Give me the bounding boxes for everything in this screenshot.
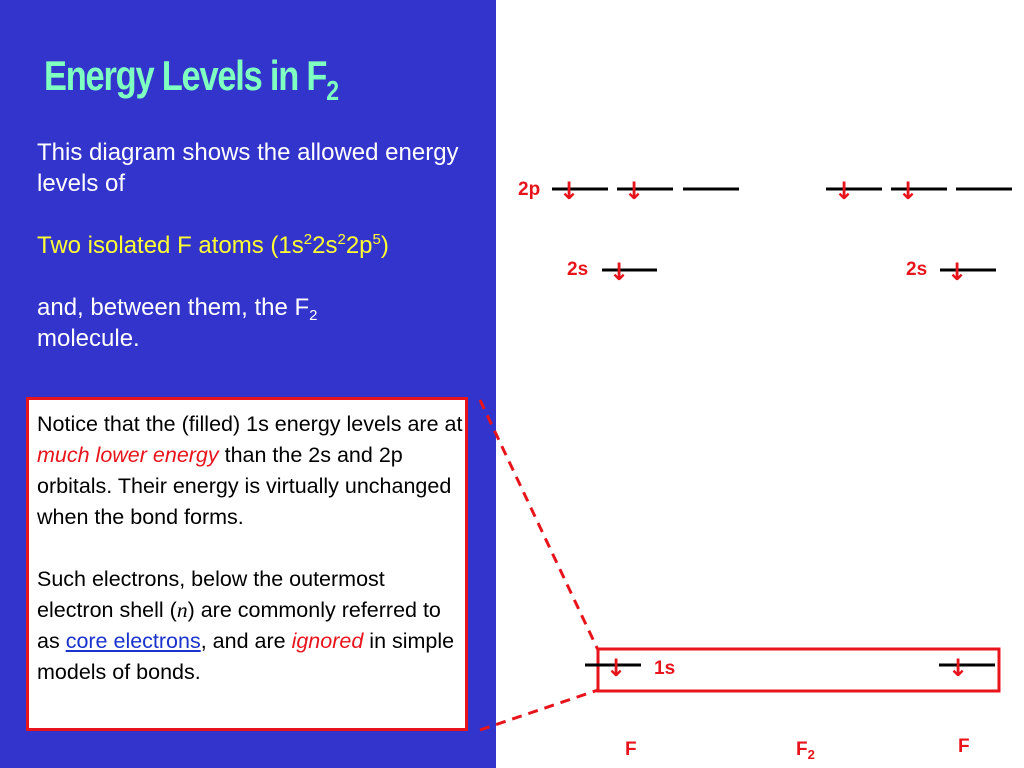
axis-label-f2-subscript: 2 [807, 747, 815, 762]
electron-arrow: ↓ [833, 177, 855, 205]
sup-2p: 5 [372, 231, 381, 248]
notice-text: ) are commonly referred to as [37, 598, 441, 653]
electron-arrow: ↓ [605, 654, 627, 682]
sup-2s: 2 [337, 231, 346, 248]
label-2p: 2p [518, 179, 541, 200]
molecule-suffix: molecule. [37, 325, 140, 352]
title-text: Energy Levels in F [44, 52, 327, 99]
notice-text: in simple models of bonds. [37, 629, 455, 684]
label-2s-right: 2s [906, 259, 928, 280]
molecule-prefix: and, between them, the F [37, 294, 310, 321]
electron-arrow: ↓ [623, 177, 645, 205]
axis-label-f2-main: F [796, 739, 808, 760]
axis-label-f-right: F [958, 736, 970, 757]
emphasis-text: much lower energy [37, 443, 219, 467]
intro-line: This diagram shows the allowed energy levels of [37, 139, 459, 197]
electron-arrow: ↓ [946, 258, 968, 286]
connector-dashed-line [480, 690, 598, 730]
electron-arrow: ↓ [897, 177, 919, 205]
atoms-prefix: Two isolated F atoms (1s [37, 232, 304, 259]
notice-text: , and are [200, 629, 292, 653]
atoms-suffix: ) [380, 232, 389, 259]
atoms-2s: 2s [312, 232, 338, 259]
axis-label-f2 [796, 739, 815, 762]
sup-1s: 2 [303, 231, 313, 248]
notice-text: than the 2s and 2p orbitals. Their energy is virtually unchanged when the bond forms. [37, 443, 452, 529]
connector-dashed-line [480, 400, 598, 650]
axis-label-f-left: F [625, 739, 637, 760]
emphasis-text: ignored [291, 629, 364, 653]
label-2s-left: 2s [567, 259, 589, 280]
label-1s: 1s [654, 658, 676, 679]
notice-text: Notice that the (filled) 1s energy levels are at [37, 412, 463, 436]
electron-arrow: ↓ [947, 654, 969, 682]
atoms-2p: 2p [345, 232, 373, 259]
electron-arrow: ↓ [608, 258, 630, 286]
core-electrons-link[interactable]: core electrons [65, 629, 201, 653]
variable-n: n [176, 598, 188, 622]
title-subscript: 2 [326, 75, 338, 106]
molecule-subscript: 2 [309, 307, 318, 324]
electron-arrow: ↓ [558, 177, 580, 205]
notice-text: Such electrons, below the outermost electron shell ( [37, 567, 385, 622]
